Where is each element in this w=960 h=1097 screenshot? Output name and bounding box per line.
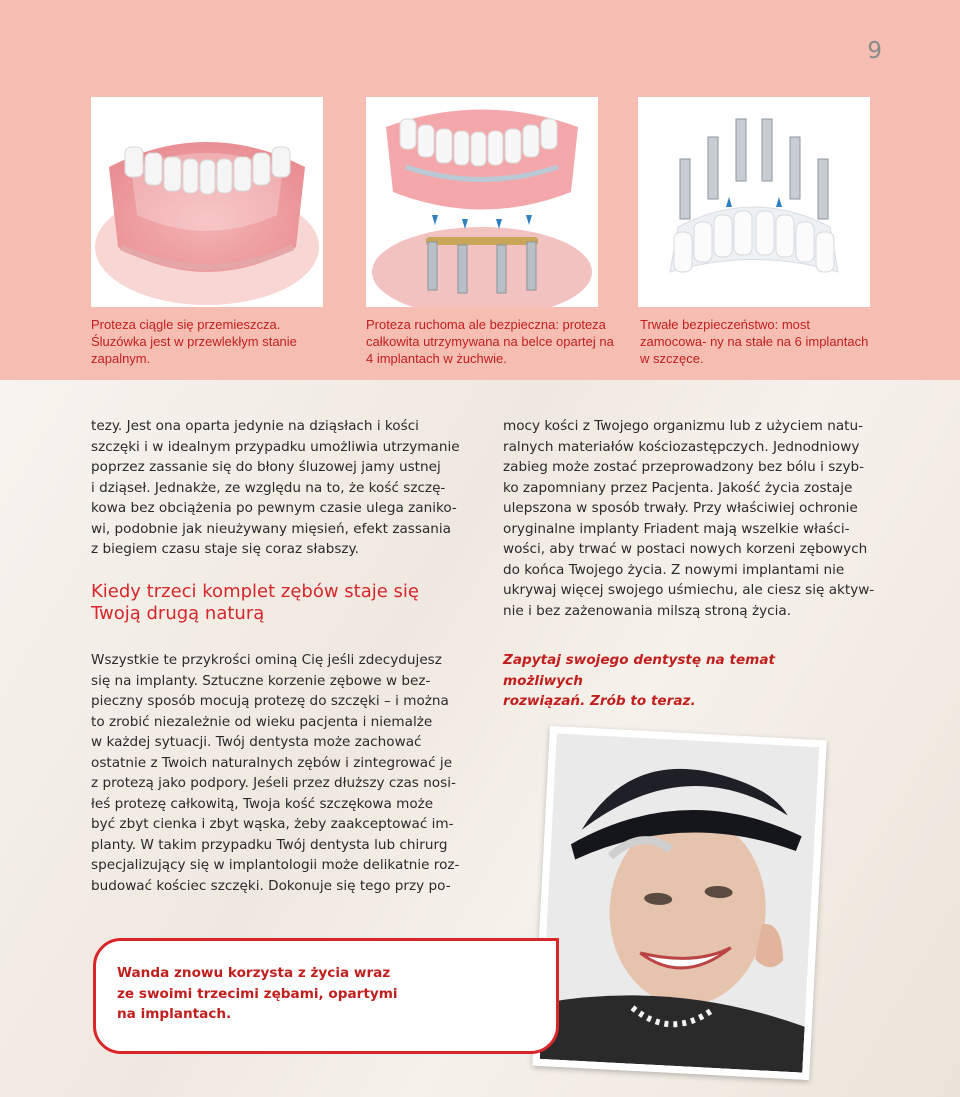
closing-call-to-action: Zapytaj swojego dentystę na temat możliwych rozwiązań. Zrób to teraz. [503, 652, 776, 709]
page-number: 9 [867, 38, 882, 64]
figure-caption: Proteza ciągle się przemieszcza. Śluzówka jest w przewlekłym stanie zapalnym. [91, 317, 297, 366]
body-paragraph: mocy kości z Twojego organizmu lub z użyciem natu- ralnych materiałów kościozastępczych. Jednodniowy zabieg może zostać przeprowadzony bez bólu i szyb- ko zapomniany przez Pacjenta. Jakość życia zostaje ulepszona w sposób trwały. Przy właściwiej ochronie oryginalne implanty Friadent mają wszelkie właści- wości, aby trwać w postaci nowych korzeni zębowych do końca Twojego życia. Z nowymi implantami nie ukrywaj więcej swojego uśmiechu, ale ciesz się aktyw- nie i bez zażenowania milszą stroną życia. [503, 418, 875, 619]
figure-caption: Trwałe bezpieczeństwo: most zamocowa- ny na stałe na 6 implantach w szczęce. [640, 317, 869, 366]
patient-portrait-photo [532, 726, 826, 1080]
figure-caption: Proteza ruchoma ale bezpieczna: proteza całkowita utrzymywana na belce opartej na 4 implantach w żuchwie. [366, 317, 614, 366]
full-denture-illustration [91, 97, 323, 307]
bar-supported-denture-illustration [366, 97, 598, 307]
callout-text: Wanda znowu korzysta z życia wraz ze swoimi trzecimi zębami, opartymi na implantach. [117, 965, 398, 1022]
implant-bridge-illustration [638, 97, 870, 307]
section-heading: Kiedy trzeci komplet zębów staje się Twoją drugą naturą [91, 581, 420, 624]
body-paragraph: tezy. Jest ona oparta jedynie na dziąsłach i kości szczęki i w idealnym przypadku umożliwia utrzymanie poprzez zassanie się do błony śluzowej jamy ustnej i dziąseł. Jednakże, ze względu na to, że kość szczę- kowa bez obciążenia po pewnym czasie ulega zaniko- wi, podobnie jak nieużywany mięsień, efekt zassania z biegiem czasu staje się coraz słabszy. [91, 418, 460, 557]
body-paragraph: Wszystkie te przykrości ominą Cię jeśli zdecydujesz się na implanty. Sztuczne korzenie zębowe w bez- pieczny sposób mocują protezę do szczęki – i można to zrobić niezależnie od wieku pacjenta i niemalże w każdej sytuacji. Twój dentysta może zachować ostatnie z Twoich naturalnych zębów i zintegrować je z protezą jako podpory. Jeśeli przez dłuższy czas nosi- łeś protezę całkowitą, Twoja kość szczękowa może być zbyt cienka i zbyt wąska, żeby zaakceptować im- planty. W takim przypadku Twój dentysta lub chirurg specjalizujący się w implantologii może delikatnie roz- budować kościec szczęki. Dokonuje się tego przy po- [91, 652, 460, 894]
